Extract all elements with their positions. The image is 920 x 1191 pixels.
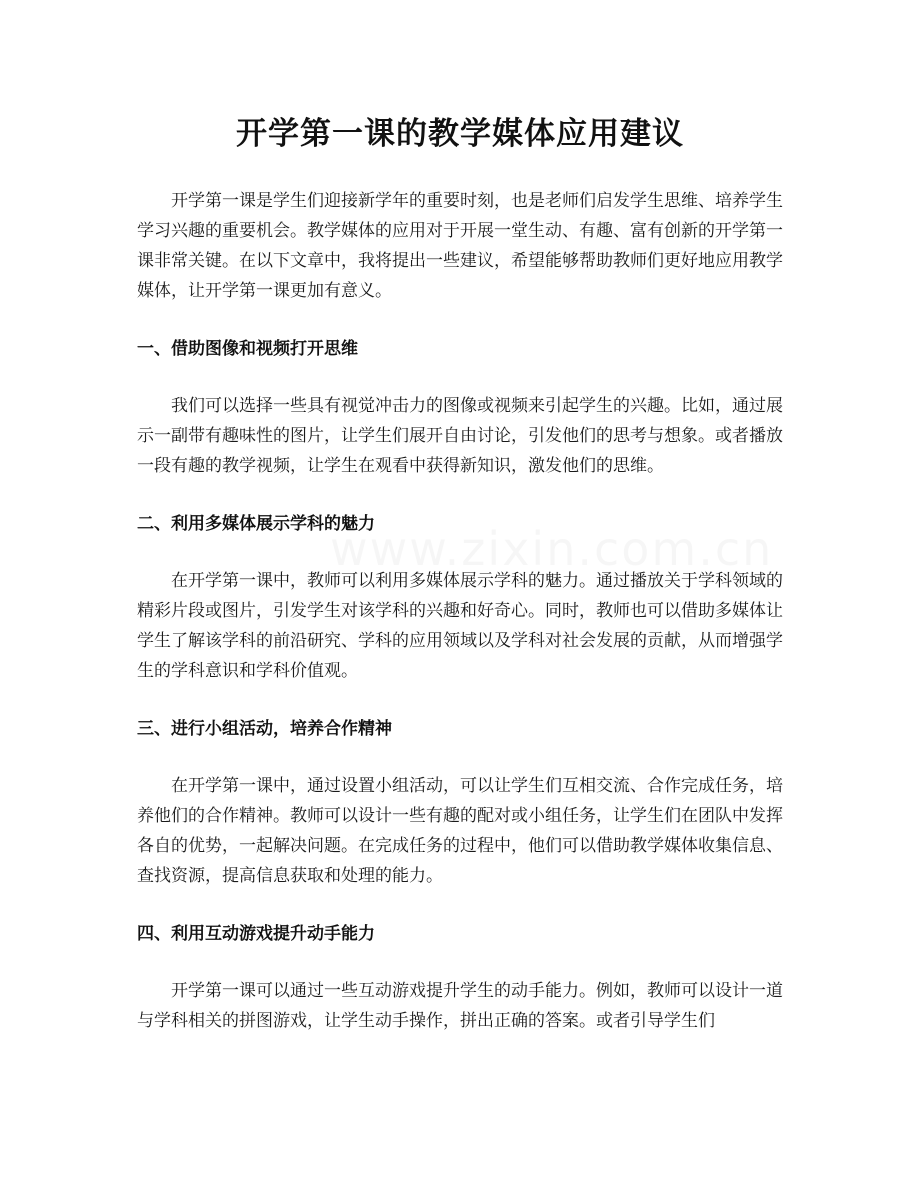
- section-paragraph: 我们可以选择一些具有视觉冲击力的图像或视频来引起学生的兴趣。比如，通过展示一副带有趣味性的图片，让学生们展开自由讨论，引发他们的思考与想象。或者播放一段有趣的教学视频，让学生在观看中获得新知识，激发他们的思维。: [137, 396, 783, 476]
- section-heading: 三、进行小组活动，培养合作精神: [137, 719, 392, 739]
- section-heading: 二、利用多媒体展示学科的魅力: [137, 514, 375, 534]
- document-body: [137, 186, 783, 1064]
- document-title: 开学第一课的教学媒体应用建议: [236, 116, 684, 152]
- section-paragraph: 在开学第一课中，通过设置小组活动，可以让学生们互相交流、合作完成任务，培养他们的合作精神。教师可以设计一些有趣的配对或小组任务，让学生们在团队中发挥各自的优势，一起解决问题。在完成任务的过程中，他们可以借助教学媒体收集信息、查找资源，提高信息获取和处理的能力。: [137, 776, 783, 886]
- section-paragraph: 在开学第一课中，教师可以利用多媒体展示学科的魅力。通过播放关于学科领域的精彩片段或图片，引发学生对该学科的兴趣和好奇心。同时，教师也可以借助多媒体让学生了解该学科的前沿研究、学科的应用领域以及学科对社会发展的贡献，从而增强学生的学科意识和学科价值观。: [137, 571, 783, 681]
- section-paragraph: 开学第一课可以通过一些互动游戏提升学生的动手能力。例如，教师可以设计一道与学科相关的拼图游戏，让学生动手操作，拼出正确的答案。或者引导学生们: [137, 981, 783, 1031]
- section-heading: 四、利用互动游戏提升动手能力: [137, 924, 375, 944]
- section-heading: 一、借助图像和视频打开思维: [137, 339, 358, 359]
- intro-paragraph: 开学第一课是学生们迎接新学年的重要时刻，也是老师们启发学生思维、培养学生学习兴趣的重要机会。教学媒体的应用对于开展一堂生动、有趣、富有创新的开学第一课非常关键。在以下文章中，我将提出一些建议，希望能够帮助教师们更好地应用教学媒体，让开学第一课更加有意义。: [137, 191, 783, 301]
